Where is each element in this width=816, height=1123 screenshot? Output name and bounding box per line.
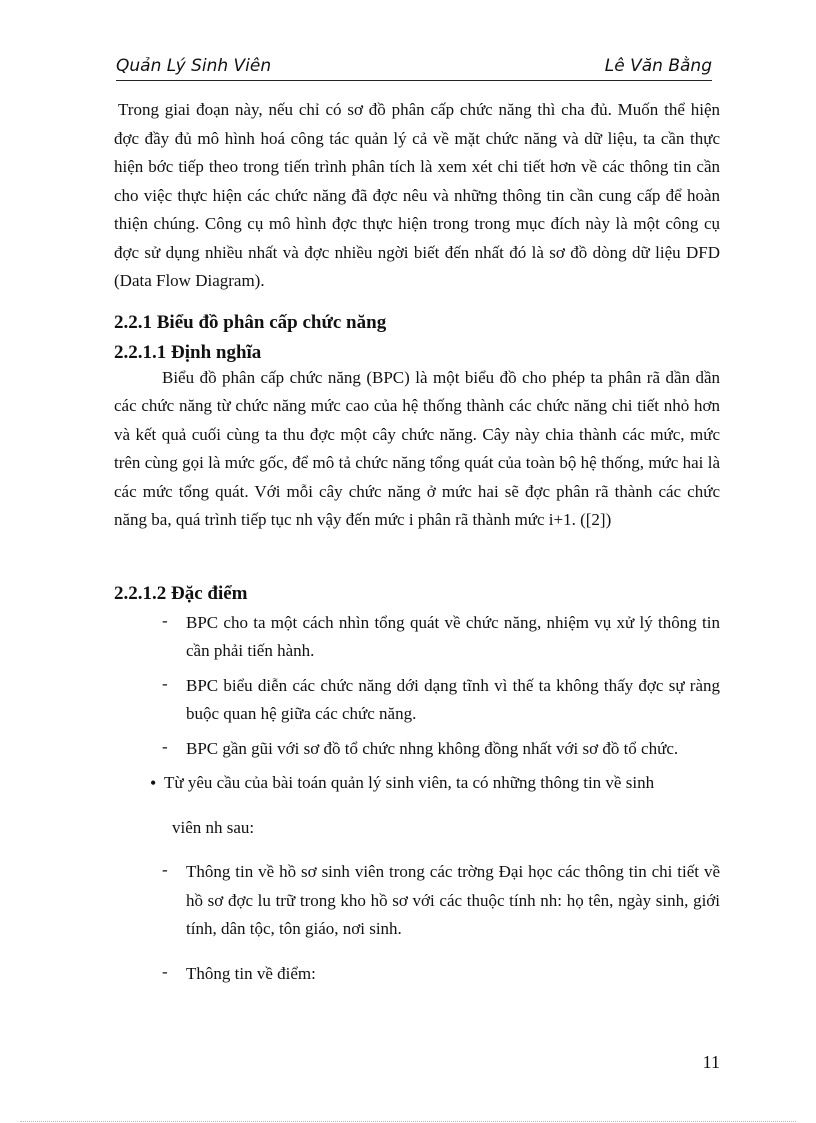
footer-divider bbox=[20, 1121, 796, 1122]
list-item: - Thông tin về điểm: bbox=[186, 960, 720, 989]
definition-paragraph: Biểu đồ phân cấp chức năng (BPC) là một biểu đồ cho phép ta phân rã dần dần các chức năng từ chức năng mức cao của hệ thống thành các chức năng chi tiết nhỏ hơn và kết quả cuối cùng ta thu đợc một cây chức năng. Cây này chia thành các mức, mức trên cùng gọi là mức gốc, để mô tả chức năng tổng quát của toàn bộ hệ thống, mức hai là các mức tổng quát. Với mỗi cây chức năng ở mức hai sẽ đợc phân rã thành các chức năng ba, quá trình tiếp tục nh vậy đến mức i phân rã thành mức i+1. ([2]) bbox=[114, 367, 720, 529]
header-author: Lê Văn Bằng bbox=[604, 56, 712, 76]
document-body bbox=[114, 96, 720, 1004]
requirements-bullet-continuation: viên nh sau: bbox=[172, 817, 255, 837]
features-list bbox=[114, 609, 720, 764]
section-heading: 2.2.1 Biểu đồ phân cấp chức năng bbox=[114, 311, 387, 333]
requirements-list bbox=[114, 858, 720, 988]
header-title: Quản Lý Sinh Viên bbox=[116, 56, 272, 76]
requirements-bullet: • Từ yêu cầu của bài toán quản lý sinh viên, ta có những thông tin về sinh bbox=[154, 769, 720, 798]
list-item: - BPC biểu diễn các chức năng dới dạng tĩnh vì thế ta không thấy đợc sự ràng buộc quan hệ giữa các chức năng. bbox=[186, 672, 720, 729]
features-heading: 2.2.1.2 Đặc điểm bbox=[114, 582, 248, 604]
list-item: - BPC gần gũi với sơ đồ tổ chức nhng không đồng nhất với sơ đồ tổ chức. bbox=[186, 735, 720, 764]
list-item: - Thông tin về hồ sơ sinh viên trong các trờng Đại học các thông tin chi tiết về hồ sơ đợc lu trữ trong kho hồ sơ với các thuộc tính nh: họ tên, ngày sinh, giới tính, dân tộc, tôn giáo, nơi sinh. bbox=[186, 858, 720, 944]
page-number: 11 bbox=[702, 1052, 720, 1072]
definition-heading: 2.2.1.1 Định nghĩa bbox=[114, 341, 262, 363]
intro-paragraph: Trong giai đoạn này, nếu chỉ có sơ đồ phân cấp chức năng thì cha đủ. Muốn thể hiện đợc đầy đủ mô hình hoá công tác quản lý cả về mặt chức năng và dữ liệu, ta cần thực hiện bớc tiếp theo trong tiến trình phân tích là xem xét chi tiết hơn về các thông tin cần cho việc thực hiện các chức năng đã đợc nêu và những thông tin cần cung cấp để hoàn thiện chúng. Công cụ mô hình đợc thực hiện trong trong mục đích này là một công cụ đợc sử dụng nhiều nhất và đợc nhiều ngời biết đến nhất đó là sơ đồ dòng dữ liệu DFD (Data Flow Diagram). bbox=[114, 100, 720, 290]
list-item: - BPC cho ta một cách nhìn tổng quát về chức năng, nhiệm vụ xử lý thông tin cần phải tiến hành. bbox=[186, 609, 720, 666]
page-header bbox=[116, 50, 712, 81]
